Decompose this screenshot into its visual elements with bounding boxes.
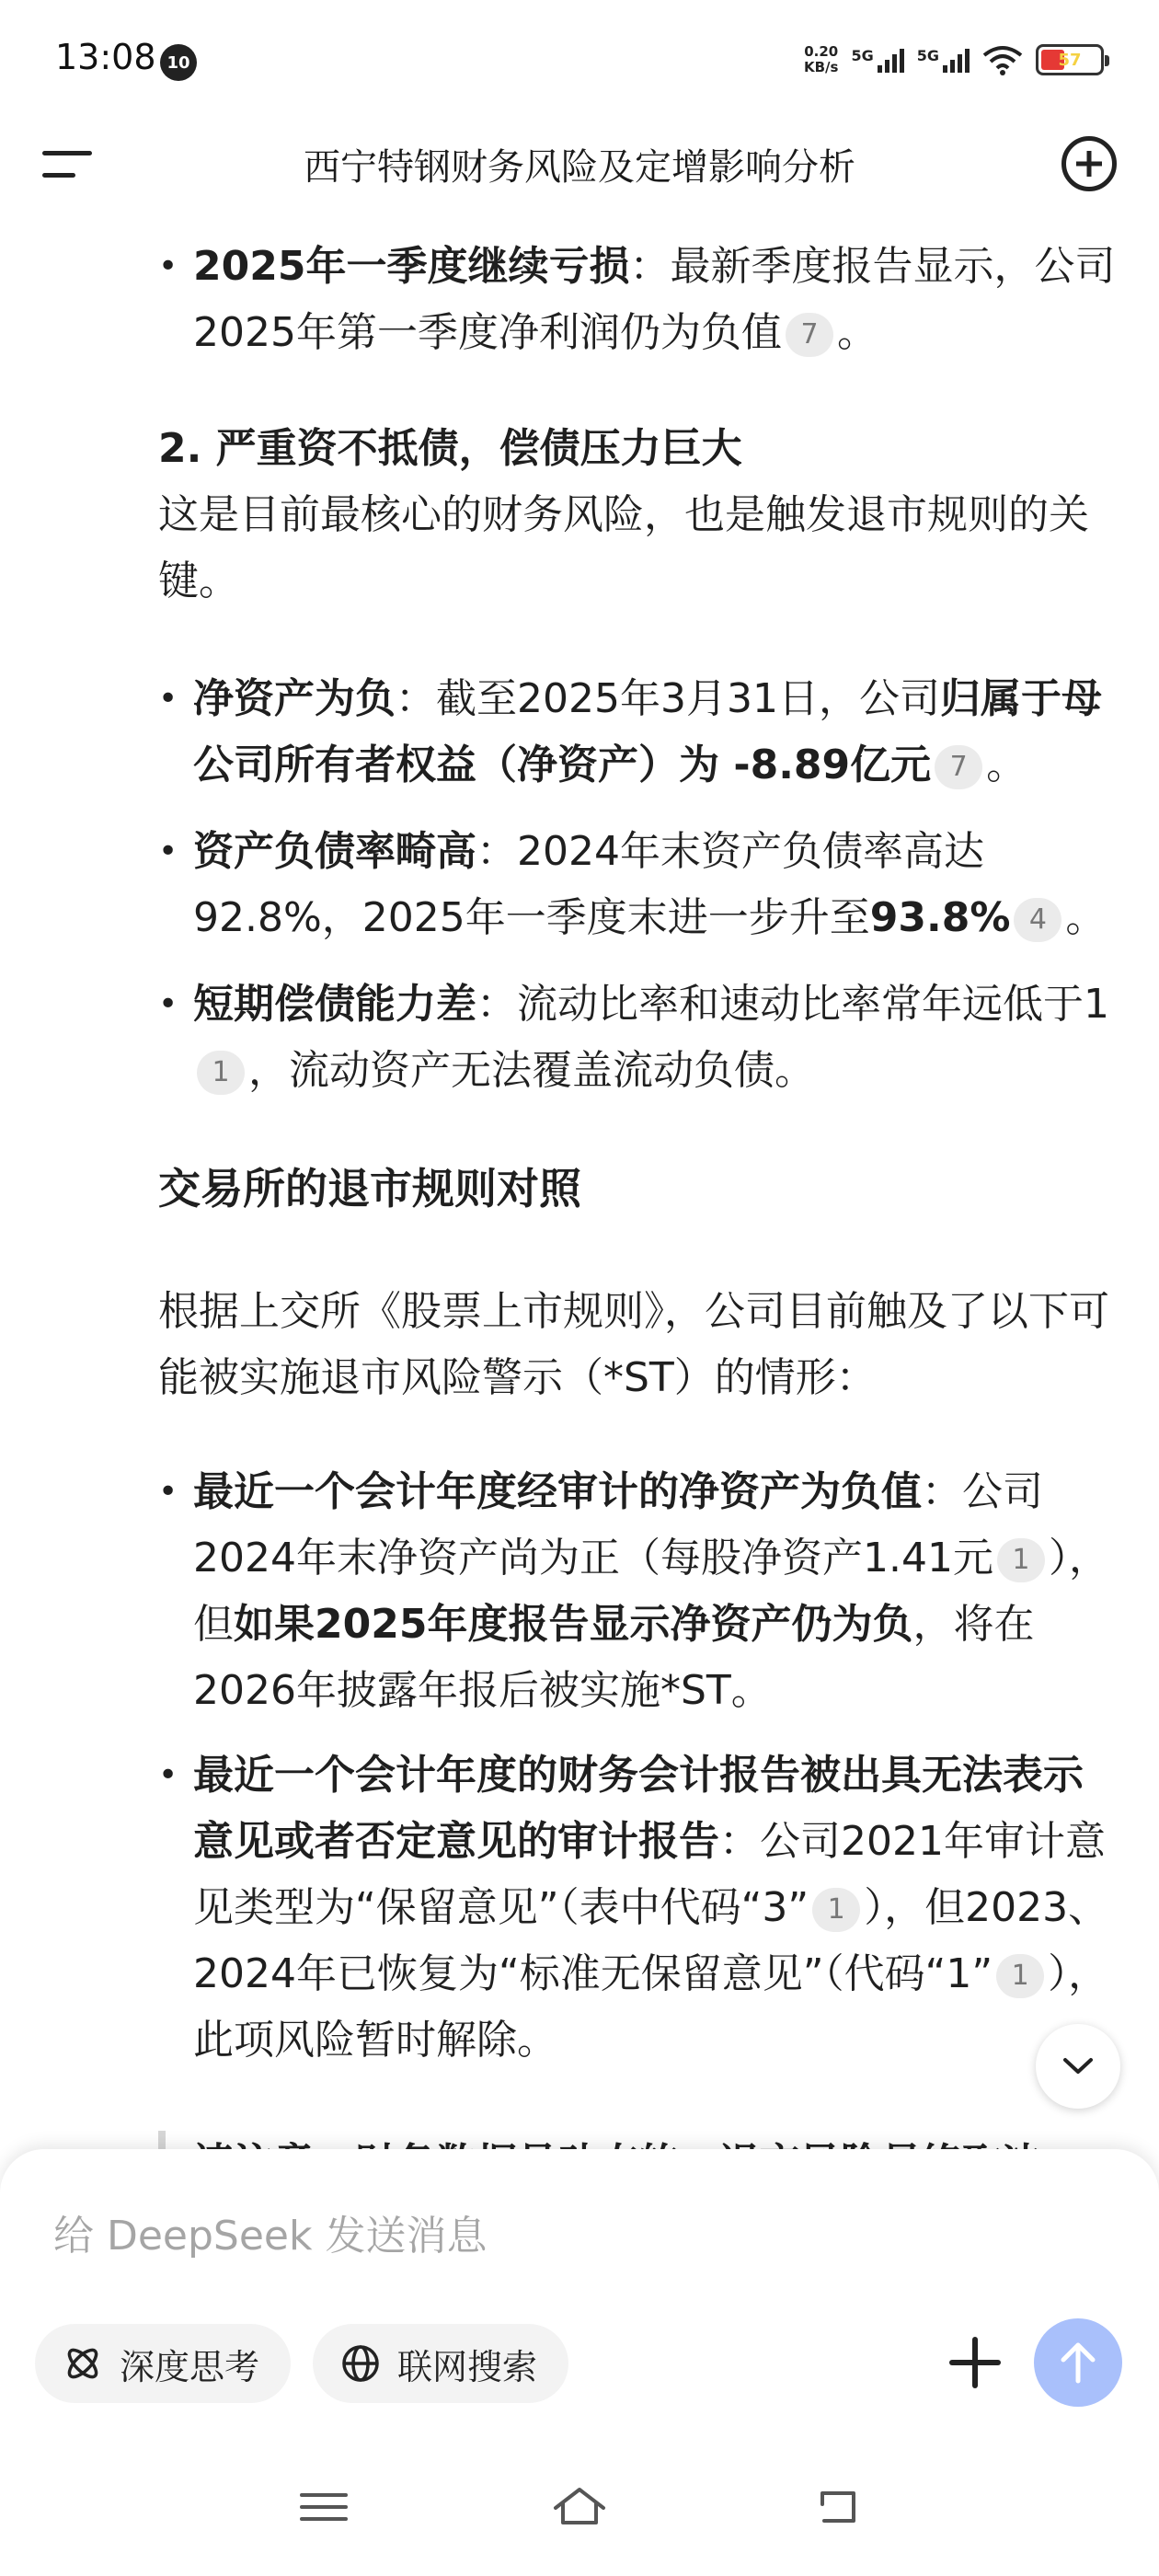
bullet-title: 净资产为负 (193, 675, 396, 722)
clock: 13:08 (55, 37, 156, 77)
composer-panel (0, 2149, 1159, 2576)
status-icons (804, 37, 1104, 83)
signal-bars-icon (943, 47, 970, 73)
home-icon[interactable] (552, 2484, 607, 2530)
bullet-text: ），此项风险暂时解除。 (193, 1950, 1109, 2064)
bullet-text: ），但 (193, 1535, 1109, 1648)
paragraph: 根据上交所《股票上市规则》，公司目前触及了以下可能被实施退市风险警示（*ST）的情形： (158, 1288, 1109, 1401)
notification-badge: 10 (160, 44, 197, 81)
web-search-toggle[interactable] (313, 2324, 568, 2403)
chevron-down-icon (1061, 2056, 1095, 2076)
chat-content[interactable] (0, 208, 1159, 2149)
paragraph: 这是目前最核心的财务风险，也是触发退市规则的关键。 (158, 491, 1089, 604)
bullet-title: 短期偿债能力差 (193, 981, 476, 1028)
list-item (193, 1742, 1122, 2074)
citation-badge[interactable]: 1 (997, 1538, 1045, 1582)
signal-bars-icon (878, 47, 904, 73)
list-item (193, 972, 1122, 1104)
network-speed-unit: KB/s (804, 59, 839, 75)
atom-icon (63, 2343, 103, 2384)
conversation-title[interactable]: 西宁特钢财务风险及定增影响分析 (304, 145, 855, 189)
bullet-title: 最近一个会计年度经审计的净资产为负值 (193, 1468, 922, 1515)
network-speed-value: 0.20 (804, 43, 839, 60)
signal-1 (851, 47, 903, 73)
list-item (193, 819, 1122, 951)
menu-icon[interactable] (42, 144, 92, 184)
bullet-text: ，流动资产无法覆盖流动负债。 (248, 1047, 815, 1094)
back-icon[interactable] (809, 2484, 865, 2530)
deep-think-toggle[interactable] (35, 2324, 291, 2403)
app-header (0, 120, 1159, 208)
bullet-text: ，将在2026年披露年报后被实施*ST。 (193, 1601, 1035, 1714)
citation-badge[interactable]: 1 (996, 1954, 1044, 1998)
bullet-title: 资产负债率畸高 (193, 828, 476, 875)
list-item (193, 666, 1122, 799)
list-item (193, 1459, 1122, 1724)
message-input[interactable]: 给 DeepSeek 发送消息 (53, 2213, 488, 2260)
section-heading: 交易所的退市规则对照 (158, 1164, 581, 1213)
globe-icon (340, 2343, 381, 2384)
citation-badge[interactable]: 1 (197, 1051, 245, 1095)
citation-badge[interactable]: 7 (786, 313, 833, 357)
signal-2 (917, 47, 970, 73)
bullet-emphasis: 归属于母公司所有者权益（净资产）为 -8.89亿元 (193, 675, 1102, 788)
battery-level: 57 (1058, 50, 1082, 70)
citation-badge[interactable]: 4 (1014, 898, 1061, 942)
wifi-icon (982, 44, 1023, 75)
bullet-text: ：流动比率和速动比率常年远低于1 (476, 981, 1109, 1028)
bullet-text: ：2024年末资产负债率高达92.8%，2025年一季度末进一步升至 (193, 828, 984, 941)
new-chat-icon[interactable] (1061, 136, 1117, 191)
list-item (193, 234, 1122, 366)
bullet-title: 2025年一季度继续亏损 (193, 243, 630, 290)
bullet-text: ：截至2025年3月31日，公司 (396, 675, 940, 722)
bullet-title: 最近一个会计年度的财务会计报告被出具无法表示意见或者否定意见的审计报告 (193, 1752, 1084, 1865)
recent-apps-icon[interactable] (296, 2484, 351, 2530)
attach-button[interactable] (942, 2329, 1008, 2396)
bullet-text: 。 (986, 742, 1027, 788)
deep-think-label: 深度思考 (120, 2346, 260, 2387)
bullet-emphasis: 如果2025年度报告显示净资产仍为负 (234, 1601, 913, 1648)
bullet-text: ：公司2021年审计意见类型为“保留意见”（表中代码“3” (193, 1818, 1106, 1931)
citation-badge[interactable]: 7 (935, 745, 982, 789)
section-heading: 2. 严重资不抵债，偿债压力巨大 (158, 425, 742, 472)
network-speed (804, 44, 838, 75)
scroll-to-bottom-button[interactable] (1036, 2024, 1120, 2109)
send-button[interactable] (1034, 2318, 1122, 2407)
web-search-label: 联网搜索 (397, 2346, 538, 2387)
bullet-text: ），但2023、2024年已恢复为“标准无保留意见”（代码“1” (193, 1884, 1109, 1997)
battery-icon (1036, 44, 1104, 75)
bullet-text: 。 (1065, 894, 1107, 941)
signal-2-label: 5G (916, 47, 939, 64)
arrow-up-icon (1058, 2340, 1098, 2385)
system-nav-bar (0, 2466, 1159, 2548)
bullet-text: 。 (836, 309, 878, 356)
status-bar (0, 0, 1159, 120)
citation-badge[interactable]: 1 (812, 1888, 860, 1932)
bullet-text: ：公司2024年末净资产尚为正（每股净资产1.41元 (193, 1468, 1043, 1581)
signal-1-label: 5G (851, 47, 874, 64)
bullet-emphasis: 93.8% (869, 894, 1011, 941)
bullet-text: ：最新季度报告显示，公司2025年第一季度净利润仍为负值 (193, 243, 1116, 356)
